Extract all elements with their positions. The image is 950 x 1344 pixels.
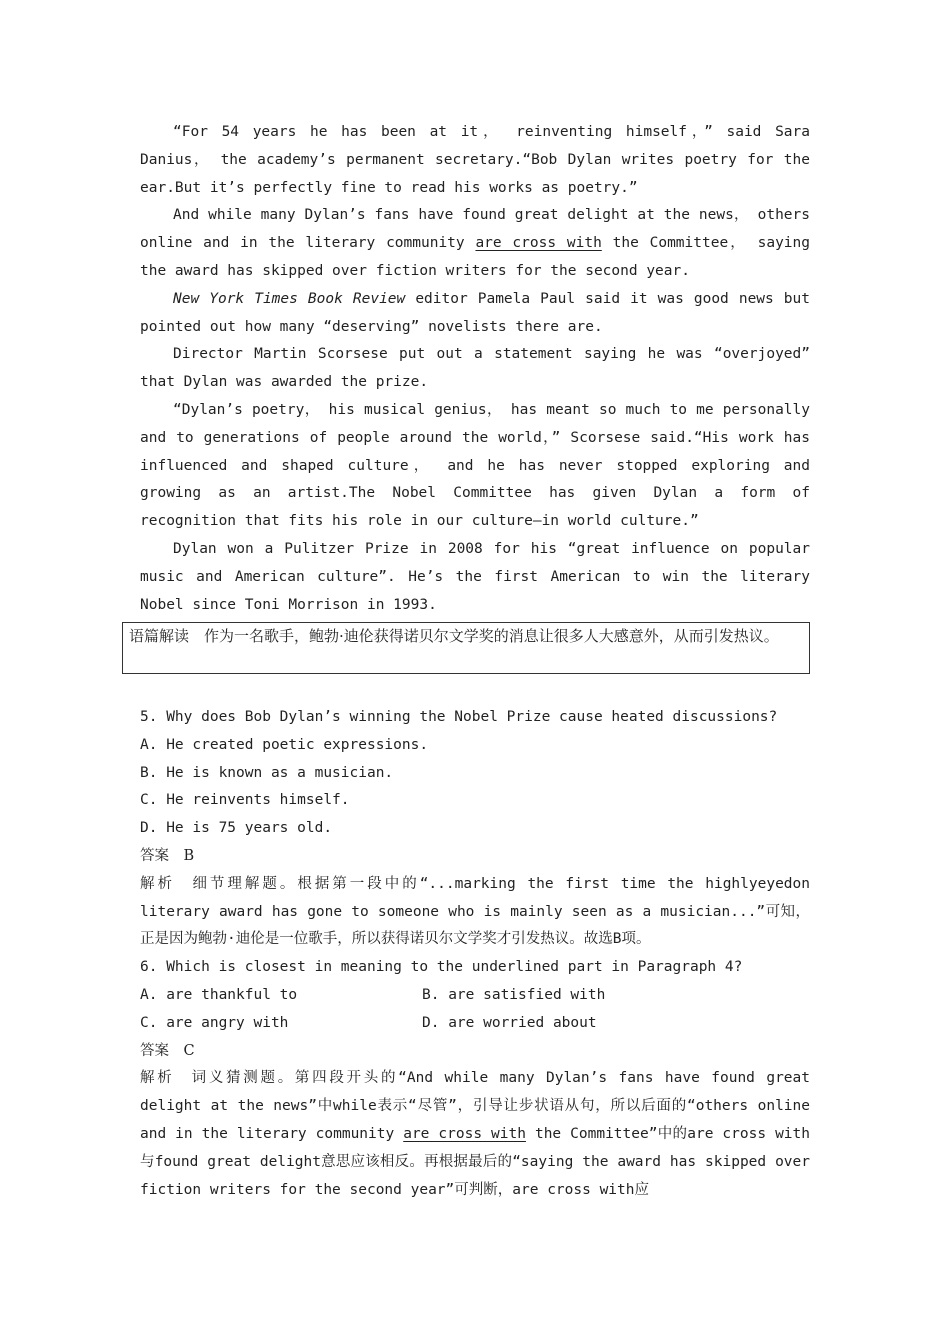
paragraph-4: Director Martin Scorsese put out a statement saying he was “overjoyed” that Dylan was awarded the prize. — [140, 346, 810, 391]
q6-options-row-2 — [140, 1010, 810, 1038]
q5-option-a: A. He created poetic expressions. — [140, 736, 429, 753]
paragraph-1: “For 54 years he has been at it， reinventing himself，” said Sara Danius， the academy’s permanent secretary.“Bob Dylan writes poetry for the ear.But it’s perfectly fine to read his works as poetry.” — [140, 124, 810, 196]
article-body — [140, 119, 810, 619]
q5-option-c: C. He reinvents himself. — [140, 792, 350, 809]
q6-option-a: A. are thankful to — [140, 986, 298, 1003]
q6-option-b: B. are satisfied with — [422, 986, 606, 1003]
q5-analysis: 解析 细节理解题。根据第一段中的“...marking the first time the highlyeyedon literary award has gone to someone who is mainly seen as a musician...”可知，正是因为鲍勃·迪伦是一位歌手，所以获得诺贝尔文学奖才引发热议。故选B项。 — [140, 875, 810, 948]
question-6: 6. Which is closest in meaning to the underlined part in Paragraph 4? — [140, 959, 743, 976]
analysis-underlined-phrase: are cross with — [403, 1125, 526, 1142]
underlined-phrase: are cross with — [475, 235, 602, 252]
q6-option-c: C. are angry with — [140, 1014, 289, 1031]
summary-text: 语篇解读 作为一名歌手，鲍勃·迪伦获得诺贝尔文学奖的消息让很多人大感意外，从而引发热议。 — [129, 627, 779, 645]
q6-option-d: D. are worried about — [422, 1014, 597, 1031]
question-5: 5. Why does Bob Dylan’s winning the Nobel Prize cause heated discussions? — [140, 709, 778, 725]
q5-option-b: B. He is known as a musician. — [140, 764, 394, 781]
paragraph-2: And while many Dylan’s fans have found great delight at the news， others online and in the literary community are cross with the Committee， saying the award has skipped over fiction writers for the second year. — [140, 207, 810, 279]
paragraph-5: “Dylan’s poetry， his musical genius， has meant so much to me personally and to generations of people around the world，” Scorsese said.“His work has influenced and shaped culture， and he has never stopped exploring and growing as an artist.The Nobel Committee has given Dylan a form of recognition that fits his role in our culture—in world culture.” — [140, 401, 810, 530]
q6-analysis: 解析 词义猜测题。第四段开头的“And while many Dylan’s fans have found great delight at the news”中while表示“尽管”，引导让步状语从句，所以后面的“others online and in the literary community are cross with the Committee”中的are cross with与found great delight意思应该相反。再根据最后的“saying the award has skipped over fiction writers for the second year”可判断，are cross with应 — [140, 1070, 810, 1198]
paragraph-6: Dylan won a Pulitzer Prize in 2008 for his “great influence on popular music and American culture”. He’s the first American to win the literary Nobel since Toni Morrison in 1993. — [140, 540, 810, 613]
paragraph-3: New York Times Book Review editor Pamela Paul said it was good news but pointed out how many “deserving” novelists there are. — [140, 290, 810, 335]
questions-section — [140, 704, 810, 1204]
q6-options-row-1 — [140, 982, 810, 1010]
q6-answer: 答案 C — [140, 1042, 195, 1059]
q5-option-d: D. He is 75 years old. — [140, 820, 333, 837]
q5-answer: 答案 B — [140, 847, 195, 864]
publication-title: New York Times Book Review — [173, 290, 406, 307]
summary-box — [122, 622, 810, 674]
